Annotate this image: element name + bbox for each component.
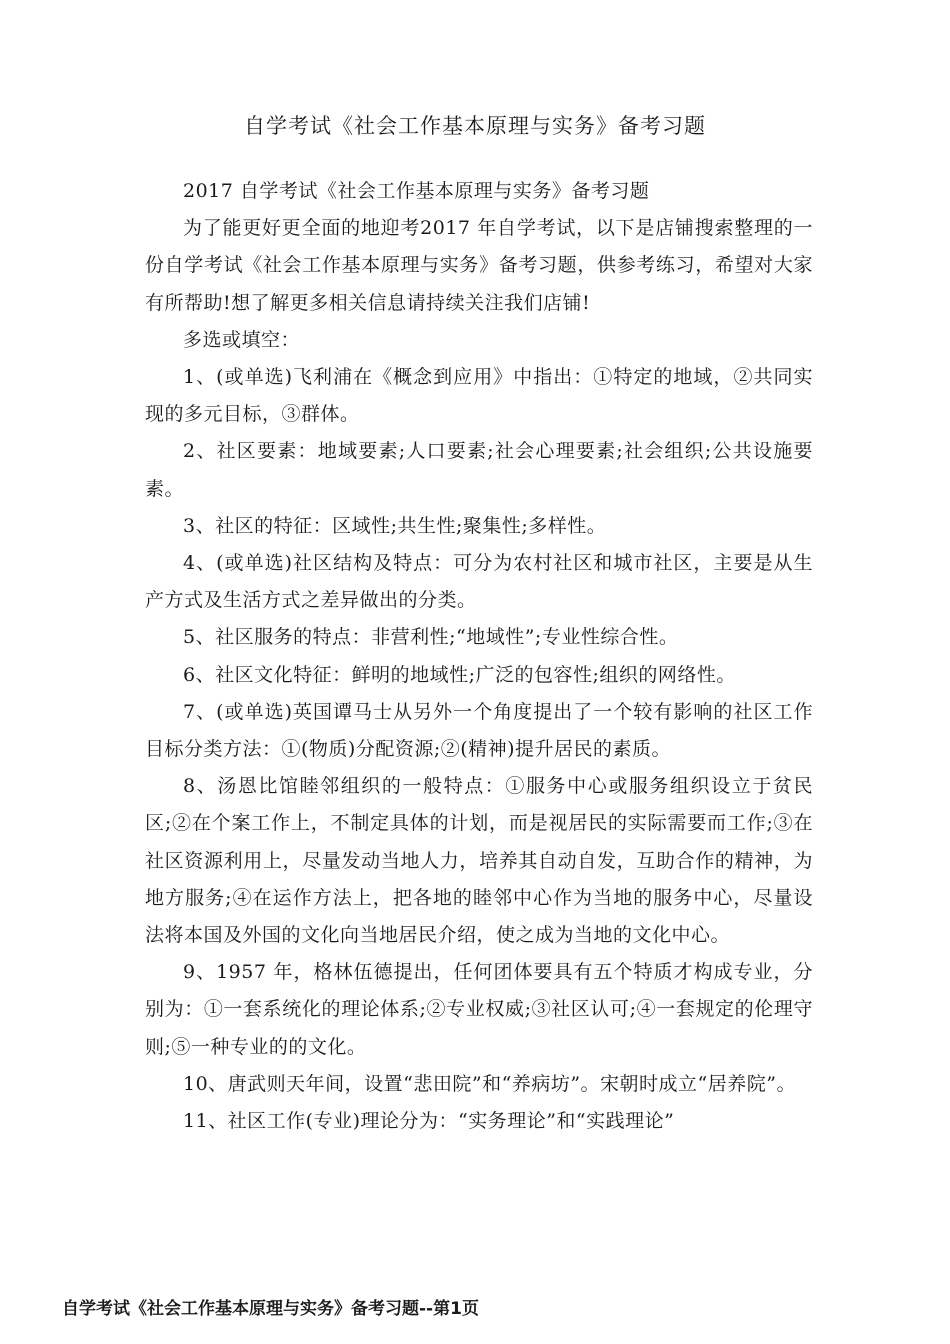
question-item-4: 4、(或单选)社区结构及特点：可分为农村社区和城市社区，主要是从生产方式及生活方式之差异做出的分类。	[145, 552, 813, 612]
question-item-7: 7、(或单选)英国谭马士从另外一个角度提出了一个较有影响的社区工作目标分类方法：①(物质)分配资源;②(精神)提升居民的素质。	[145, 700, 813, 761]
paragraph-heading: 2017 自学考试《社会工作基本原理与实务》备考习题	[183, 180, 650, 202]
document-body	[145, 173, 813, 1140]
page-title: 自学考试《社会工作基本原理与实务》备考习题	[244, 114, 706, 138]
question-item-1: 1、(或单选)飞利浦在《概念到应用》中指出：①特定的地域，②共同实现的多元目标，③群体。	[145, 366, 813, 426]
question-item-2: 2、社区要素：地域要素;人口要素;社会心理要素;社会组织;公共设施要素。	[145, 440, 813, 500]
page-footer: 自学考试《社会工作基本原理与实务》备考习题--第1页	[62, 1299, 479, 1319]
question-item-3: 3、社区的特征：区域性;共生性;聚集性;多样性。	[183, 514, 607, 537]
question-item-5: 5、社区服务的特点：非营利性;“地域性”;专业性综合性。	[183, 626, 679, 649]
paragraph-section-label: 多选或填空：	[183, 328, 301, 351]
paragraph-intro: 为了能更好更全面的地迎考2017 年自学考试，以下是店铺搜索整理的一份自学考试《社会工作基本原理与实务》备考习题，供参考练习，希望对大家有所帮助!想了解更多相关信息请持续关注我们店铺!	[145, 217, 813, 314]
question-item-9: 9、1957 年，格林伍德提出，任何团体要具有五个特质才构成专业，分别为：①一套系统化的理论体系;②专业权威;③社区认可;④一套规定的伦理守则;⑤一种专业的的文化。	[145, 961, 813, 1058]
question-item-11: 11、社区工作(专业)理论分为：“实务理论”和“实践理论”	[183, 1110, 675, 1133]
question-item-10: 10、唐武则天年间，设置“悲田院”和“养病坊”。宋朝时成立“居养院”。	[183, 1072, 796, 1095]
question-item-6: 6、社区文化特征：鲜明的地域性;广泛的包容性;组织的网络性。	[183, 663, 736, 686]
question-item-8: 8、汤恩比馆睦邻组织的一般特点：①服务中心或服务组织设立于贫民区;②在个案工作上，不制定具体的计划，而是视居民的实际需要而工作;③在社区资源利用上，尽量发动当地人力，培养其自动自发，互助合作的精神，为地方服务;④在运作方法上，把各地的睦邻中心作为当地的服务中心，尽量设法将本国及外国的文化向当地居民介绍，使之成为当地的文化中心。	[145, 775, 813, 947]
